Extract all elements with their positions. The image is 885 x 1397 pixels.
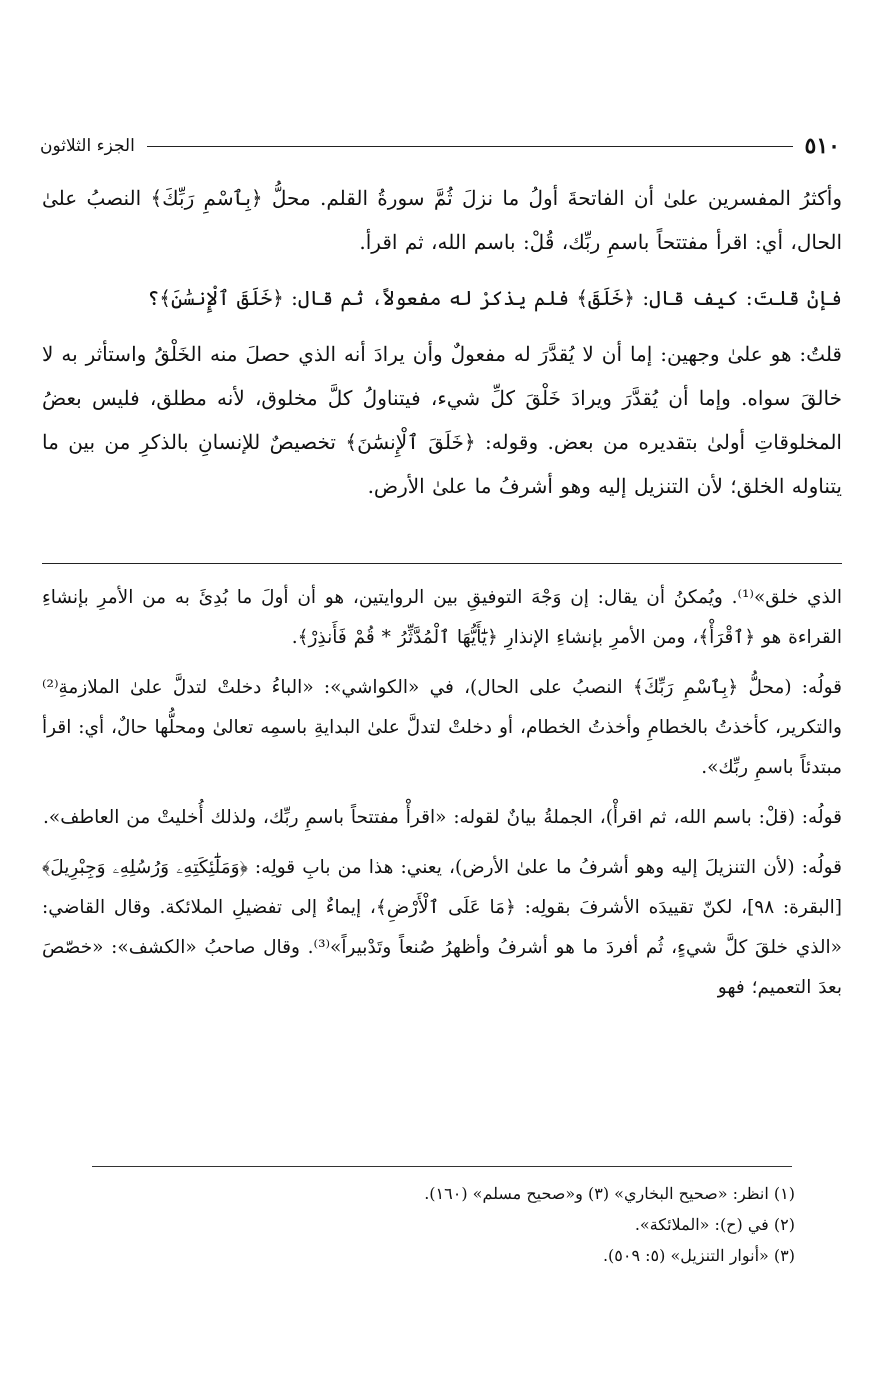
main-commentary-separator bbox=[42, 563, 842, 564]
footnote-3: (٣) «أنوار التنزيل» (٥: ٥٠٩). bbox=[602, 1246, 795, 1265]
main-paragraph-1: وأكثرُ المفسرين علىٰ أن الفاتحةَ أولُ ما نزلَ ثُمَّ سورةُ القلم. محلُّ ﴿بِٱسْمِ رَبِّكَ﴾ النصبُ علىٰ الحال، أي: اقرأ مفتتحاً باسمِ ربِّك، قُلْ: باسم الله، ثم اقرأ. bbox=[42, 186, 842, 254]
commentary-paragraph-1: الذي خلق»⁽¹⁾. ويُمكنُ أن يقال: إن وَجْهَ التوفيقِ بين الروايتين، هو أن أولَ ما بُدِئَ به من الأمرِ بإنشاءِ القراءة هو ﴿ٱقْرَأْ﴾، ومن الأمرِ بإنشاءِ الإنذارِ ﴿يَٰٓأَيُّهَا ٱلْمُدَّثِّرُ * قُمْ فَأَنذِرْ﴾. bbox=[42, 587, 842, 648]
footnote-2: (٢) في (ح): «الملائكة». bbox=[634, 1215, 795, 1234]
main-text bbox=[42, 176, 842, 520]
commentary-text bbox=[42, 578, 842, 1018]
main-paragraph-3: قلتُ: هو علىٰ وجهين: إما أن لا يُقدَّرَ له مفعولٌ وأن يرادَ أنه الذي حصلَ منه الخَلْقُ واستأثر به لا خالقَ سواه. وإما أن يُقدَّرَ ويرادَ خَلْقَ كلِّ شيء، فيتناولُ كلَّ مخلوق، لأنه مطلق، فليس بعضُ المخلوقاتِ أولىٰ بتقديره من بعض. وقوله: ﴿خَلَقَ ٱلْإِنسَٰنَ﴾ تخصيصٌ للإنسانِ بالذكرِ من بين ما يتناوله الخلق؛ لأن التنزيل إليه وهو أشرفُ ما علىٰ الأرض. bbox=[42, 342, 842, 498]
commentary-paragraph-4: قولُه: (لأن التنزيلَ إليه وهو أشرفُ ما علىٰ الأرض)، يعني: هذا من بابِ قولِه: ﴿وَمَلَٰٓئِكَتِهِۦ وَرُسُلِهِۦ وَجِبْرِيلَ﴾ [البقرة: ٩٨]، لكنّ تقييدَه الأشرفَ بقولِه: ﴿مَا عَلَى ٱلْأَرْضِ﴾، إيماءٌ إلى تفضيلِ الملائكة. وقال القاضي: «الذي خلقَ كلَّ شيءٍ، ثُم أفردَ ما هو أشرفُ وأظهرُ صُنعاً وتَدْبيراً»⁽³⁾. وقال صاحبُ «الكشف»: «خصّصَ بعدَ التعميم؛ فهو bbox=[42, 857, 842, 998]
page-number: ٥١٠ bbox=[804, 133, 840, 159]
main-paragraph-2: فإنْ قلتَ: كيف قال: ﴿خَلَقَ﴾ فلم يذكرْ له مفعولاً، ثم قال: ﴿خَلَقَ ٱلْإِنسَٰنَ﴾؟ bbox=[147, 286, 842, 310]
page-header bbox=[40, 126, 840, 166]
header-rule bbox=[147, 146, 793, 147]
footnote-1: (١) انظر: «صحيح البخاري» (٣) و«صحيح مسلم» (١٦٠). bbox=[424, 1184, 795, 1203]
commentary-paragraph-2: قولُه: (محلُّ ﴿بِٱسْمِ رَبِّكَ﴾ النصبُ على الحال)، في «الكواشي»: «الباءُ دخلتْ لتدلَّ علىٰ الملازمةِ⁽²⁾ والتكرير، كأخذتُ بالخطامِ وأخذتُ الخطام، أو دخلتْ لتدلَّ علىٰ البدايةِ باسمِه تعالىٰ ومحلُّها حالٌ، أي: اقرأ مبتدئاً باسمِ ربِّك». bbox=[42, 677, 842, 778]
footnote-rule bbox=[92, 1166, 792, 1167]
juz-title: الجزء الثلاثون bbox=[40, 136, 135, 156]
footnotes bbox=[42, 1178, 795, 1271]
commentary-paragraph-3: قولُه: (قلْ: باسم الله، ثم اقرأْ)، الجملةُ بيانٌ لقوله: «اقرأْ مفتتحاً باسمِ ربِّك، ولذلك أُخليتْ من العاطف». bbox=[43, 807, 842, 828]
